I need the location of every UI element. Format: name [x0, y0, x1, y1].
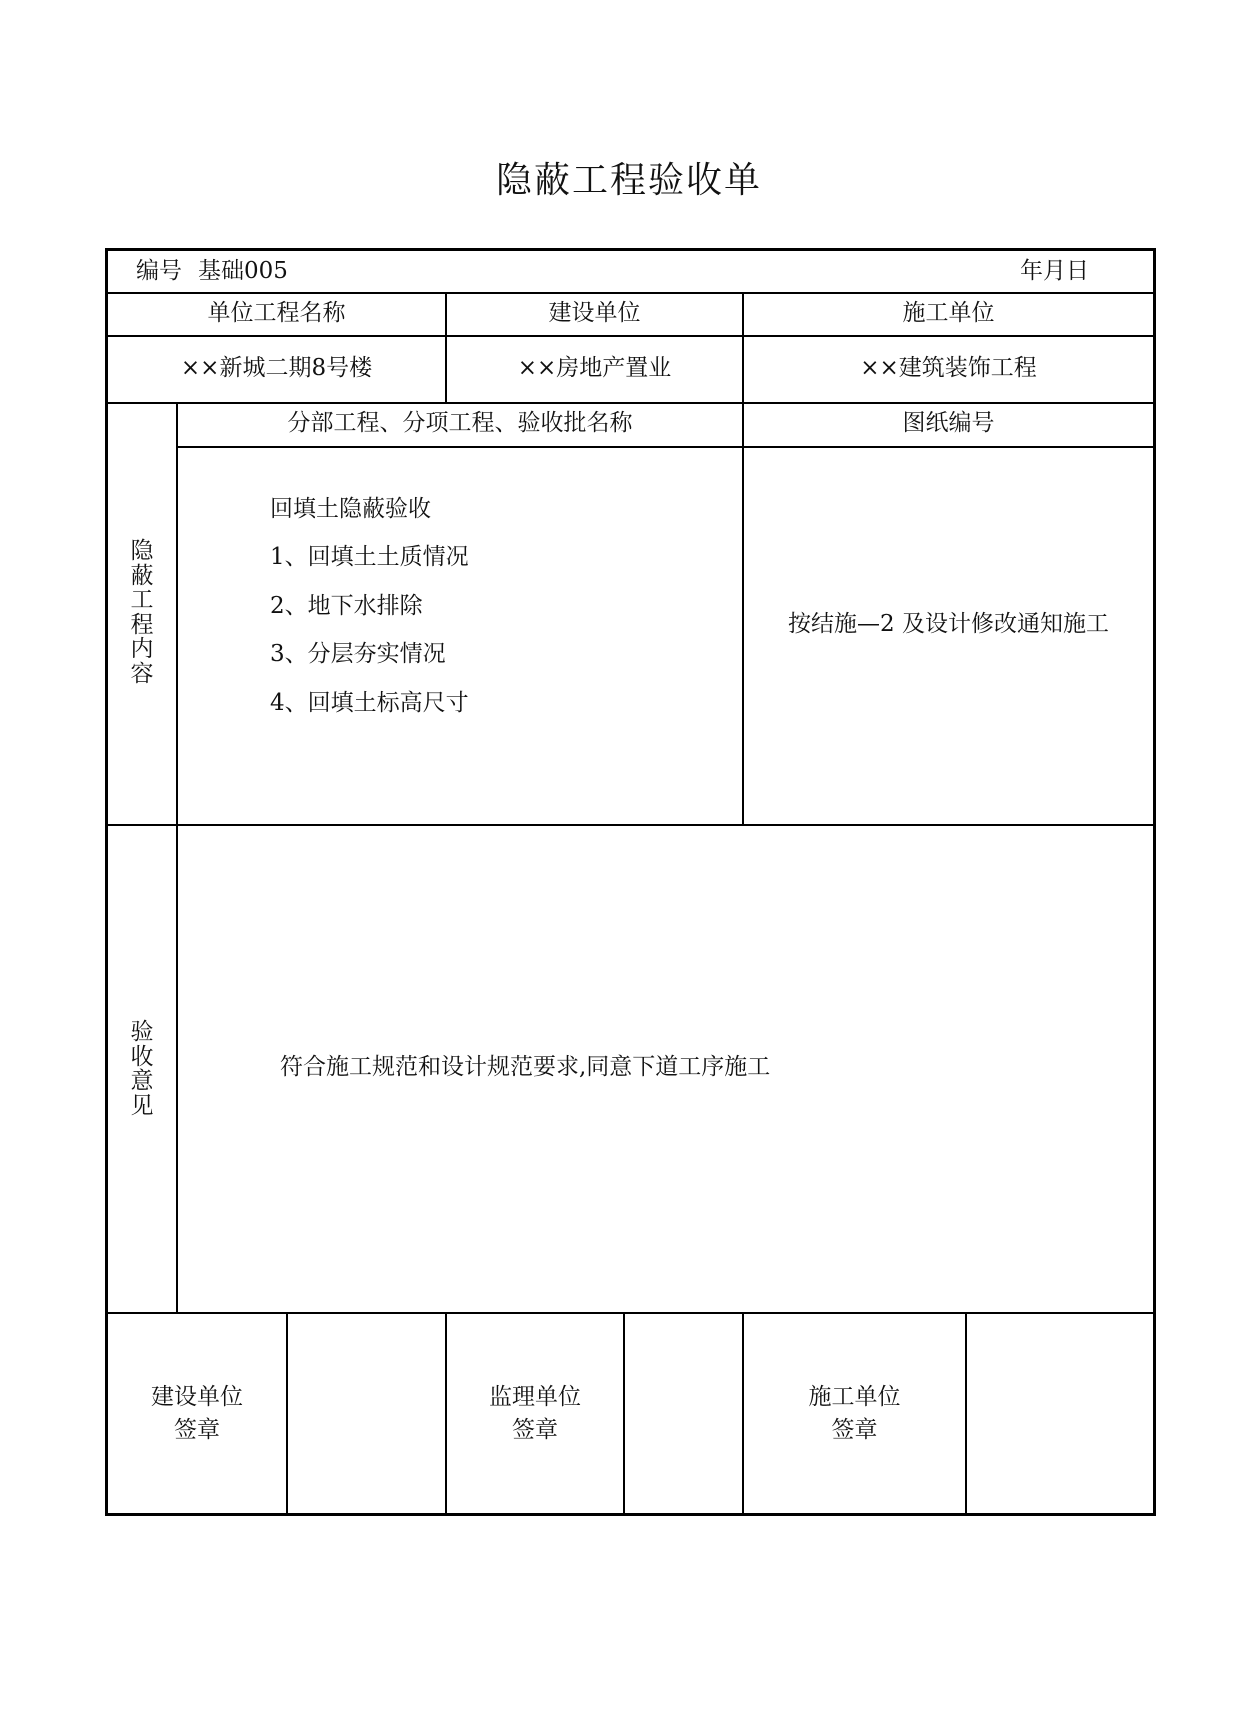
number-value: 基础005 [198, 258, 288, 284]
drawing-note: 按结施—2 及设计修改通知施工 [788, 611, 1109, 637]
builder-header: 建设单位 [548, 300, 641, 326]
supervisor-signature-label [447, 1381, 623, 1447]
date-label: 年月日 [1020, 258, 1089, 284]
supervisor-signature-box [625, 1314, 742, 1513]
drawing-number-header: 图纸编号 [902, 410, 995, 436]
unit-project-value: ××新城二期8号楼 [180, 355, 373, 381]
unit-project-header: 单位工程名称 [207, 300, 346, 326]
hidden-work-item: 1、回填土土质情况 [270, 544, 469, 570]
builder-value: ××房地产置业 [517, 355, 672, 381]
hidden-work-side-label: 隐蔽工程内容 [130, 538, 154, 687]
builder-signature-box [288, 1314, 445, 1513]
row-divider [176, 446, 1153, 448]
hidden-work-item: 4、回填土标高尺寸 [270, 690, 469, 716]
builder-signature-label [108, 1381, 286, 1447]
signature-unit: 建设单位 [151, 1384, 243, 1410]
row-divider [108, 824, 1153, 826]
signature-seal: 签章 [174, 1417, 220, 1443]
constructor-signature-label [744, 1381, 965, 1447]
inspection-form [105, 248, 1156, 1516]
hidden-work-heading: 回填土隐蔽验收 [270, 496, 431, 522]
signature-unit: 监理单位 [489, 1384, 581, 1410]
number-label: 编号 [136, 258, 182, 284]
work-name-header: 分部工程、分项工程、验收批名称 [287, 410, 633, 436]
document-title: 隐蔽工程验收单 [495, 160, 762, 201]
signature-seal: 签章 [512, 1417, 558, 1443]
row-divider [108, 335, 1153, 337]
row-divider [108, 292, 1153, 294]
column-divider [176, 402, 178, 1312]
constructor-header: 施工单位 [902, 300, 995, 326]
row-divider [108, 402, 1153, 404]
constructor-value: ××建筑装饰工程 [860, 355, 1037, 381]
constructor-signature-box [967, 1314, 1153, 1513]
hidden-work-item: 3、分层夯实情况 [270, 641, 446, 667]
signature-seal: 签章 [831, 1417, 878, 1443]
opinion-text: 符合施工规范和设计规范要求,同意下道工序施工 [280, 1054, 771, 1080]
hidden-work-item: 2、地下水排除 [270, 593, 423, 619]
signature-unit: 施工单位 [808, 1384, 901, 1410]
opinion-side-label: 验收意见 [130, 1019, 154, 1119]
